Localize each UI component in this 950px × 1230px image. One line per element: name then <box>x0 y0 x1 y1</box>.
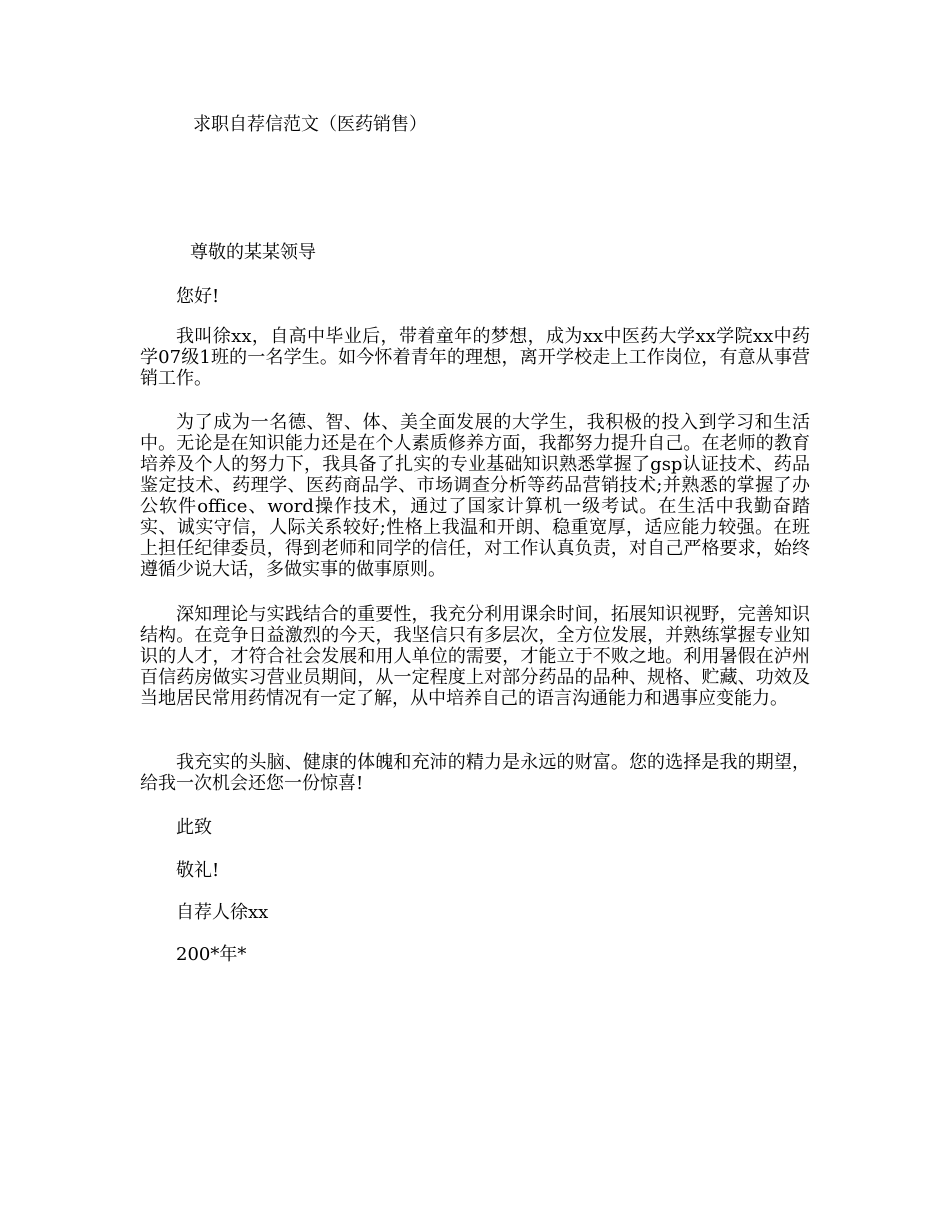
signature: 自荐人徐xx <box>176 902 269 923</box>
closing-cizhi: 此致 <box>176 817 212 838</box>
date: 200*年* <box>176 944 247 965</box>
paragraph-3: 深知理论与实践结合的重要性，我充分利用课余时间，拓展知识视野，完善知识结构。在竞争日益激烈的今天，我坚信只有多层次，全方位发展，并熟练掌握专业知识的人才，才符合社会发展和用人单位的需要，才能立于不败之地。利用暑假在泸州百信药房做实习营业员期间，从一定程度上对部分药品的品种、规格、贮藏、功效及当地居民常用药情况有一定了解，从中培养自己的语言沟通能力和遇事应变能力。 <box>140 604 810 709</box>
paragraph-1: 我叫徐xx，自高中毕业后，带着童年的梦想，成为xx中医药大学xx学院xx中药学07级1班的一名学生。如今怀着青年的理想，离开学校走上工作岗位，有意从事营销工作。 <box>140 326 810 389</box>
paragraph-4: 我充实的头脑、健康的体魄和充沛的精力是永远的财富。您的选择是我的期望，给我一次机会还您一份惊喜! <box>140 752 810 794</box>
closing-jingli: 敬礼! <box>176 860 220 881</box>
paragraph-2: 为了成为一名德、智、体、美全面发展的大学生，我积极的投入到学习和生活中。无论是在知识能力还是在个人素质修养方面，我都努力提升自己。在老师的教育培养及个人的努力下，我具备了扎实的专业基础知识熟悉掌握了gsp认证技术、药品鉴定技术、药理学、医药商品学、市场调查分析等药品营销技术;并熟悉的掌握了办公软件office、word操作技术，通过了国家计算机一级考试。在生活中我勤奋踏实、诚实守信，人际关系较好;性格上我温和开朗、稳重宽厚，适应能力较强。在班上担任纪律委员，得到老师和同学的信任，对工作认真负责，对自己严格要求，始终遵循少说大话，多做实事的做事原则。 <box>140 412 810 580</box>
greeting: 您好! <box>176 286 220 307</box>
document-title: 求职自荐信范文（医药销售） <box>193 114 427 135</box>
salutation: 尊敬的某某领导 <box>190 242 316 263</box>
